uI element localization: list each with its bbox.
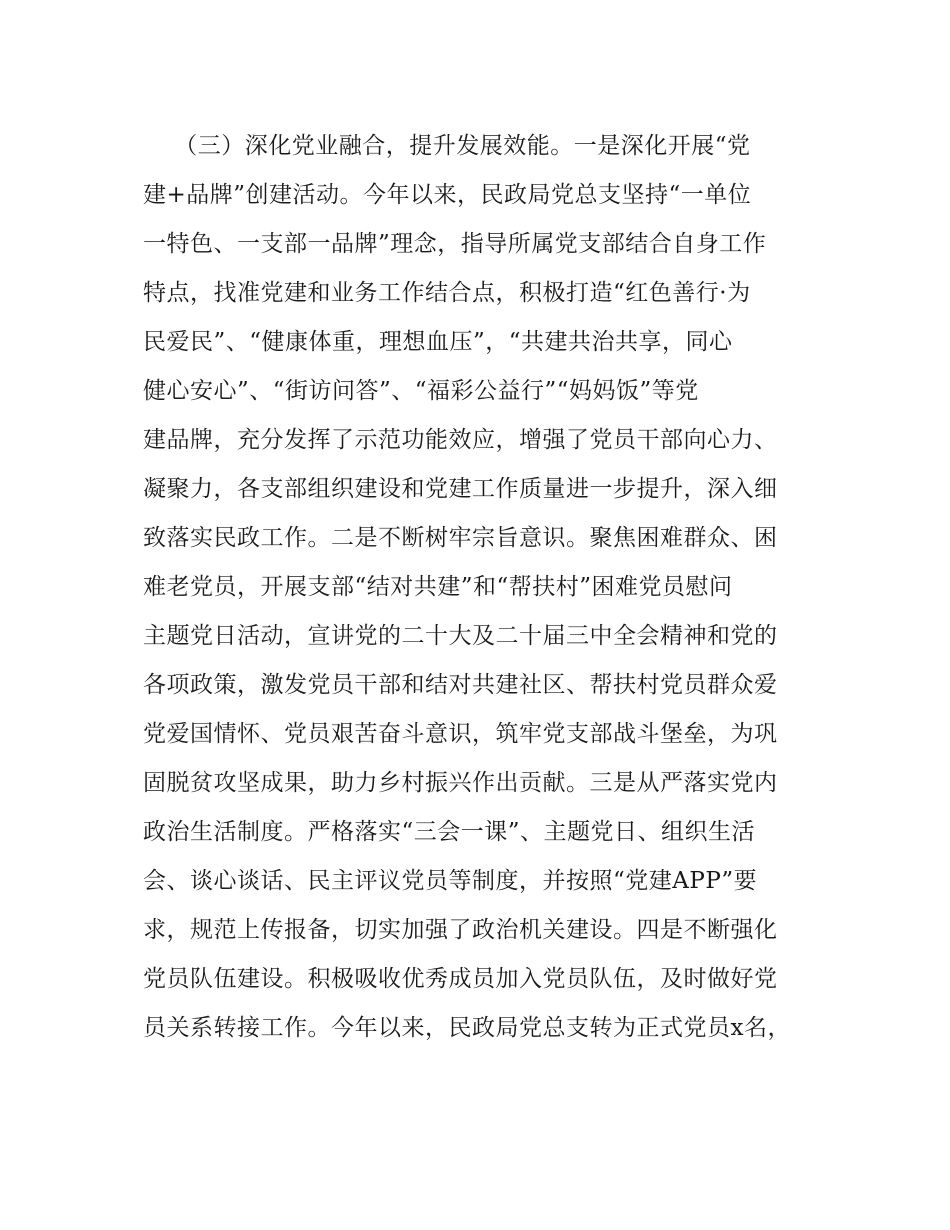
text-line-14: 固脱贫攻坚成果，助力乡村振兴作出贡献。三是从严落实党内 [143, 770, 778, 796]
text-line-5: 民爱民”、“健康体重，理想血压”，“共建共治共享，同心 [143, 329, 733, 355]
text-line-6: 健心安心”、“街访问答”、“福彩公益行”“妈妈饭”等党 [143, 378, 699, 404]
text-line-13: 党爱国情怀、党员艰苦奋斗意识，筑牢党支部战斗堡垒，为巩 [143, 721, 778, 747]
text-line-18: 党员队伍建设。积极吸收优秀成员加入党员队伍，及时做好党 [143, 966, 778, 992]
text-line-16: 会、谈心谈话、民主评议党员等制度，并按照“党建APP”要 [143, 868, 758, 894]
text-line-2: 建+品牌”创建活动。今年以来，民政局党总支坚持“一单位 [143, 182, 752, 208]
text-line-9: 致落实民政工作。二是不断树牢宗旨意识。聚焦困难群众、困 [143, 525, 778, 551]
text-line-7: 建品牌，充分发挥了示范功能效应，增强了党员干部向心力、 [143, 427, 778, 453]
text-line-10: 难老党员，开展支部“结对共建”和“帮扶村”困难党员慰问 [143, 574, 733, 600]
text-line-3: 一特色、一支部一品牌”理念，指导所属党支部结合自身工作 [143, 231, 767, 257]
text-line-15: 政治生活制度。严格落实“三会一课”、主题党日、组织生活 [143, 819, 756, 845]
text-line-12: 各项政策，激发党员干部和结对共建社区、帮扶村党员群众爱 [143, 672, 778, 698]
text-line-1: （三）深化党业融合，提升发展效能。一是深化开展“党 [143, 133, 751, 159]
text-line-4: 特点，找准党建和业务工作结合点，积极打造“红色善行·为 [143, 280, 751, 306]
text-line-11: 主题党日活动，宣讲党的二十大及二十届三中全会精神和党的 [143, 623, 778, 649]
body-paragraph [143, 122, 843, 1053]
text-line-17: 求，规范上传报备，切实加强了政治机关建设。四是不断强化 [143, 917, 778, 943]
text-line-19: 员关系转接工作。今年以来，民政局党总支转为正式党员x名， [143, 1015, 791, 1041]
text-line-8: 凝聚力，各支部组织建设和党建工作质量进一步提升，深入细 [143, 476, 778, 502]
